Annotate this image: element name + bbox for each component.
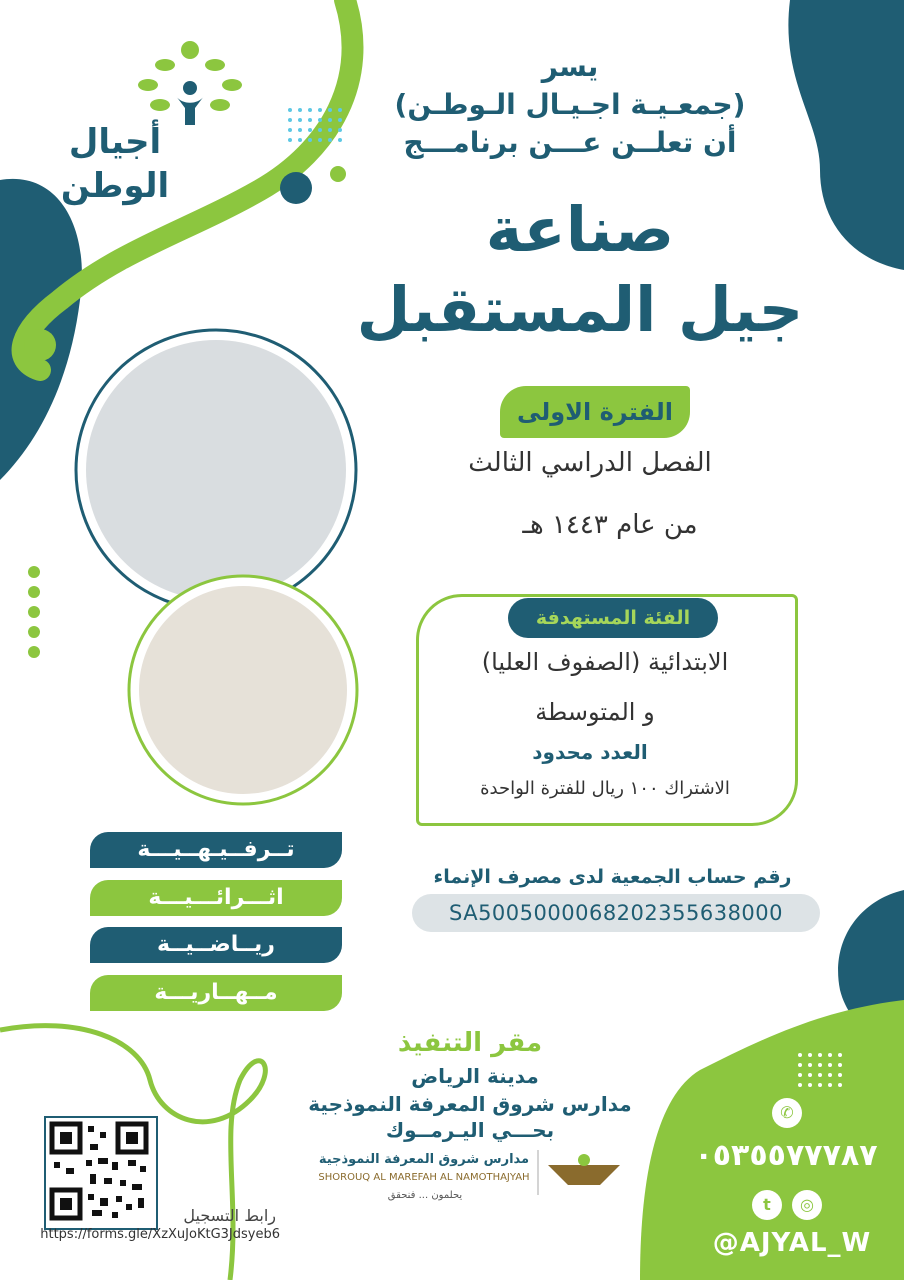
limited-seats: العدد محدود — [532, 740, 648, 764]
school-logo-tagline: يحلمون ... فنحقق — [387, 1190, 463, 1201]
venue-city: مدينة الرياض — [411, 1064, 539, 1088]
term-text: الفصل الدراسي الثالث — [468, 448, 712, 478]
registration-link[interactable]: https://forms.gle/XzXuJoKtG3Jdsyeb6 — [40, 1227, 280, 1242]
target-line2: و المتوسطة — [535, 698, 655, 726]
intro-line1: يسر — [541, 50, 599, 83]
tag-enrichment: اثـــرائـــيـــة — [90, 880, 342, 916]
intro-line3: أن تعلــن عـــن برنامـــج — [403, 126, 737, 159]
registration-label: رابط التسجيل — [183, 1206, 276, 1225]
year-text: من عام ١٤٤٣ هـ — [522, 510, 698, 540]
kids-laptop-photo — [139, 586, 347, 794]
logo-name-line1: أجيال — [68, 122, 162, 162]
target-group-badge: الفئة المستهدفة — [508, 598, 718, 638]
instagram-icon[interactable]: ◎ — [792, 1190, 822, 1220]
registration-qr-code[interactable] — [44, 1116, 158, 1230]
tag-skills: مــهــاريـــة — [90, 975, 342, 1011]
tag-sports: ريــاضــيــة — [90, 927, 342, 963]
social-handle[interactable]: @AJYAL_W — [712, 1228, 872, 1258]
twitter-icon[interactable]: t — [752, 1190, 782, 1220]
logo-name-line2: الوطن — [60, 166, 170, 206]
title-line2: جيل المستقبل — [356, 273, 804, 346]
iban-number: SA5005000068202355638000 — [412, 894, 820, 932]
school-logo-name-en: SHOROUQ AL MAREFAH AL NAMOTHAJYAH — [318, 1172, 530, 1183]
period-badge: الفترة الاولى — [500, 386, 690, 438]
fee-text: الاشتراك ١٠٠ ريال للفترة الواحدة — [480, 778, 730, 799]
venue-school: مدارس شروق المعرفة النموذجية — [308, 1092, 632, 1116]
target-line1: الابتدائية (الصفوف العليا) — [481, 648, 729, 676]
qr-code-icon — [46, 1118, 152, 1224]
program-title — [330, 190, 830, 350]
intro-text — [370, 48, 770, 162]
venue-district: بحـــي اليـرمــوك — [385, 1118, 555, 1142]
venue-title: مقر التنفيذ — [397, 1028, 543, 1058]
bank-account-label: رقم حساب الجمعية لدى مصرف الإنماء — [433, 866, 792, 888]
logo-wordmark — [40, 120, 190, 208]
boy-robot-photo — [86, 340, 346, 600]
school-logo-name-ar: مدارس شروق المعرفة النموذجية — [318, 1152, 530, 1167]
intro-line2: (جمعـيـة اجـيـال الـوطـن) — [394, 88, 746, 121]
title-line1: صناعة — [485, 193, 675, 266]
phone-number[interactable]: ٠٥٣٥٥٧٧٧٨٧ — [694, 1138, 878, 1173]
tag-entertainment: تــرفــيـهــيـــة — [90, 832, 342, 868]
phone-icon: ✆ — [772, 1098, 802, 1128]
